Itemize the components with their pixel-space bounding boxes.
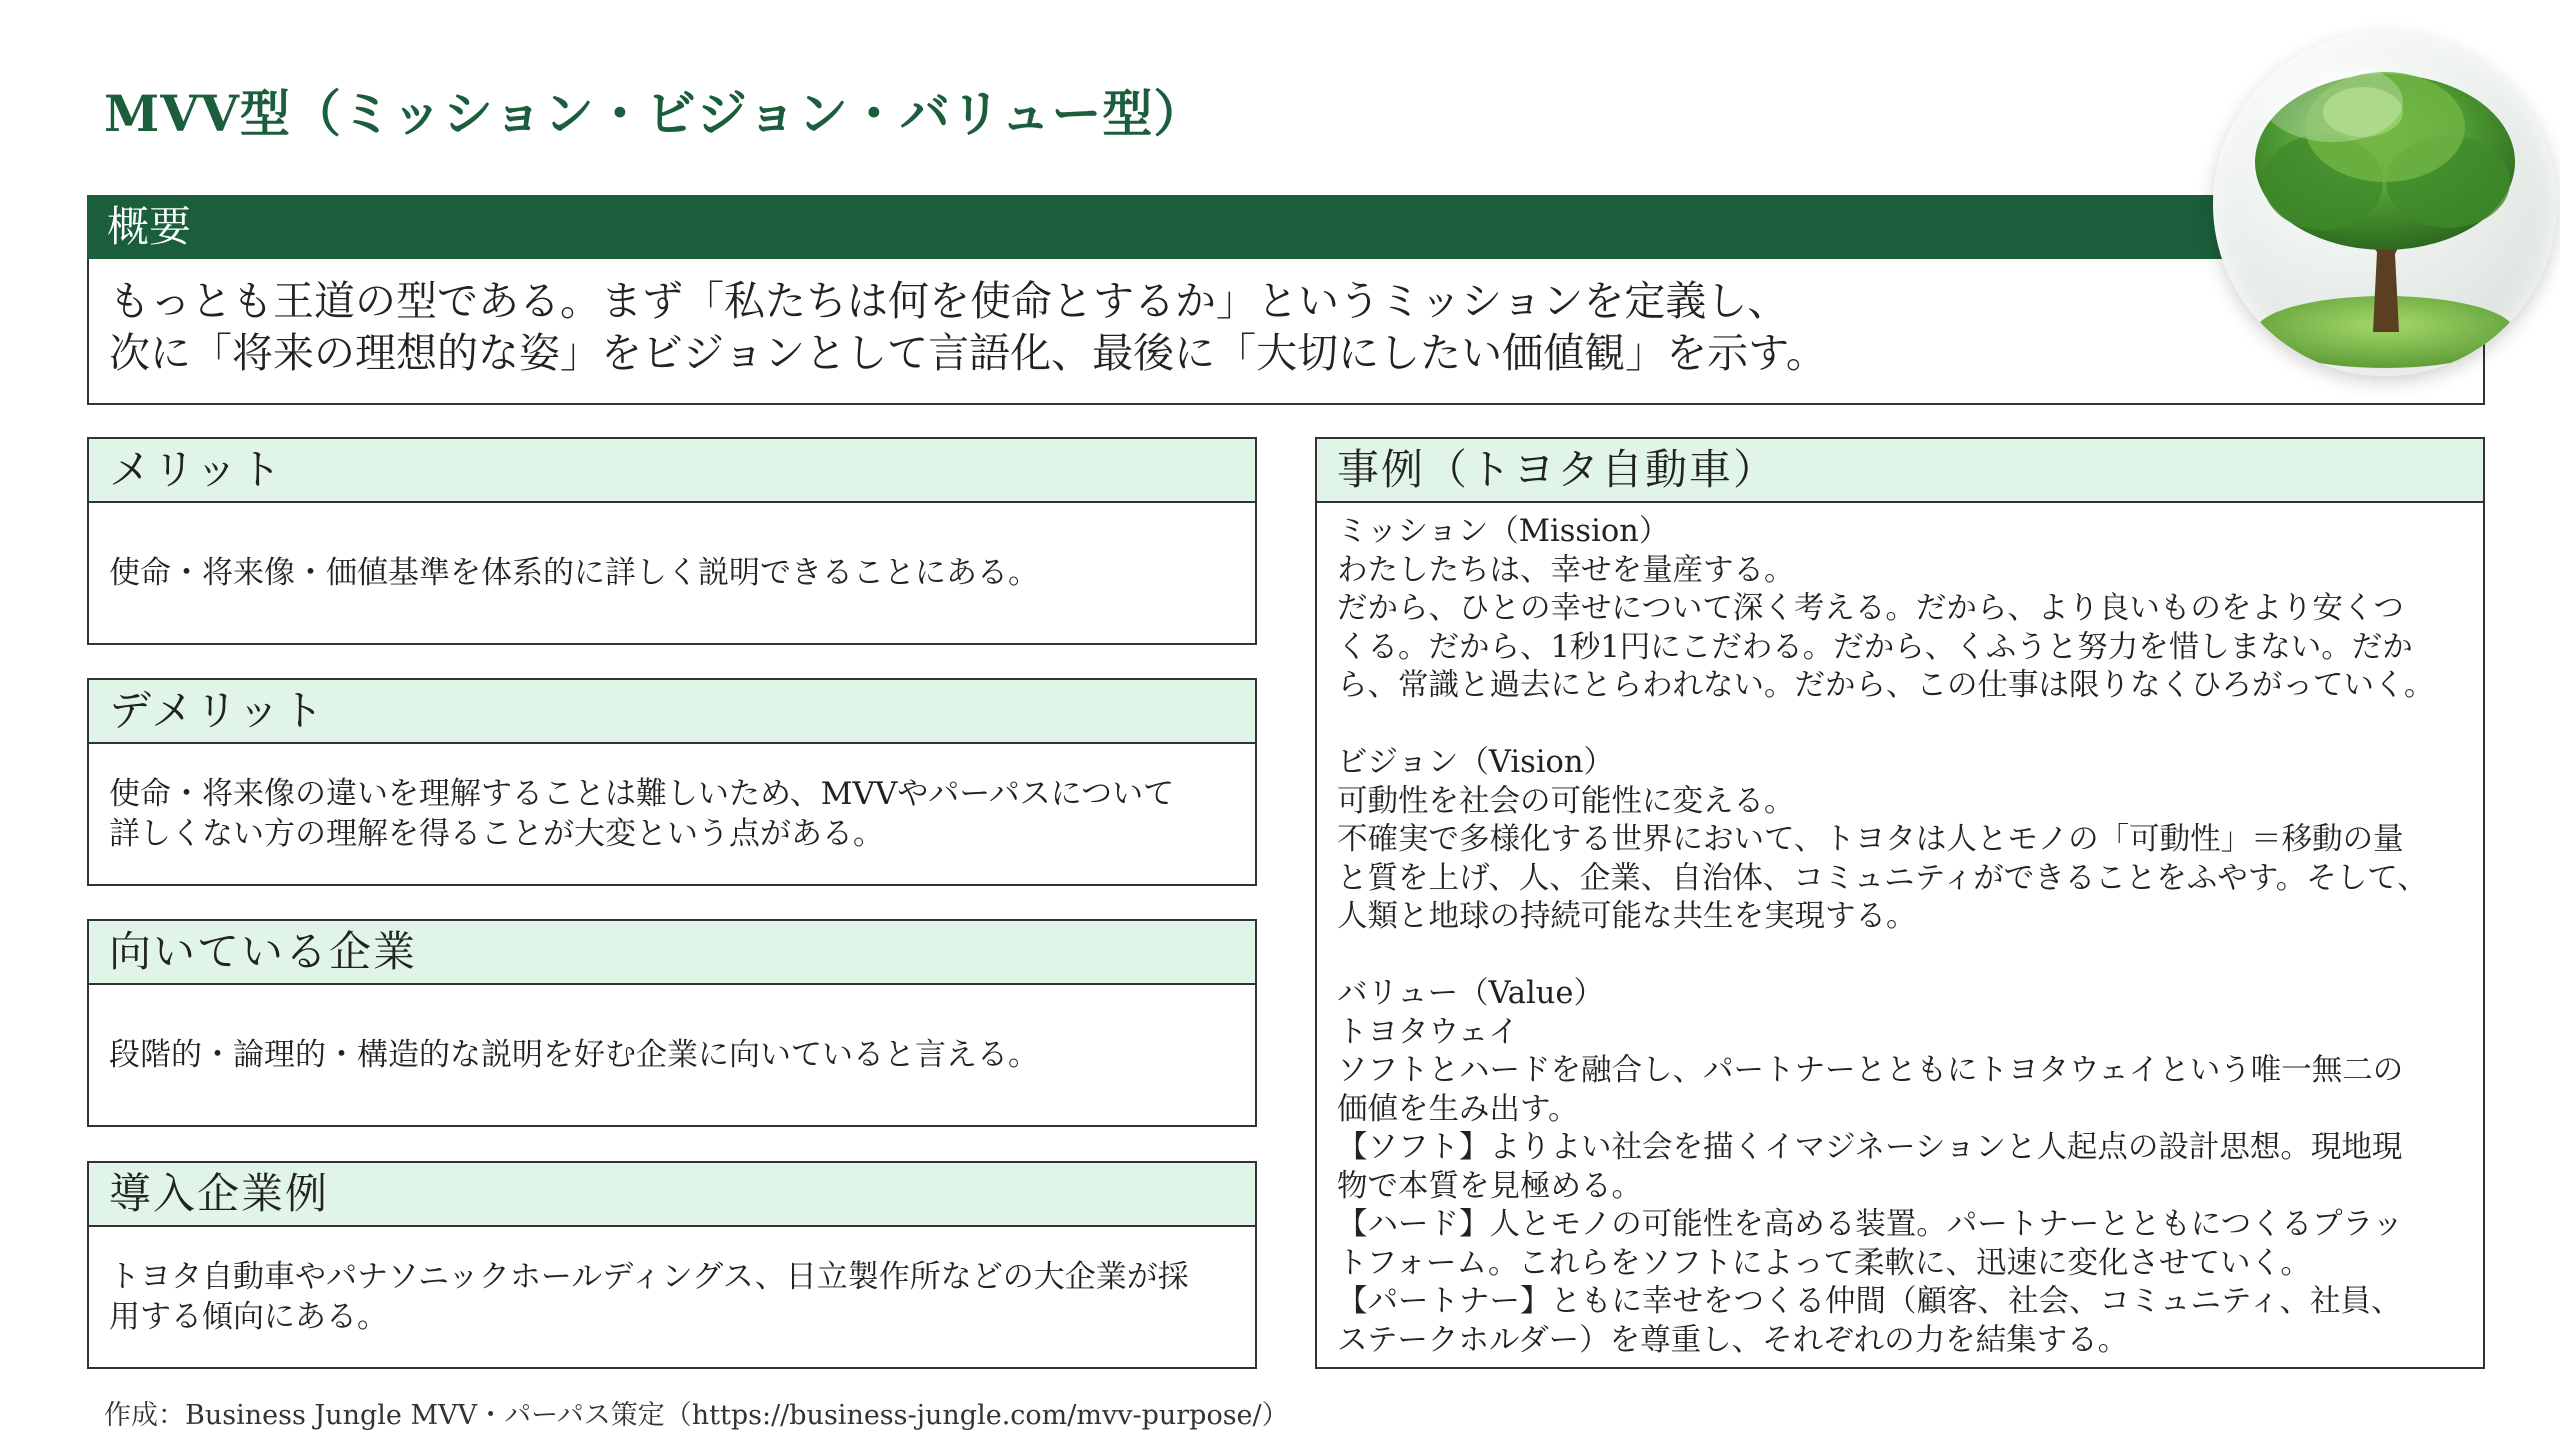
example-box — [1315, 437, 2485, 1369]
suited-box — [87, 919, 1257, 1127]
overview-line: もっとも王道の型である。まず「私たちは何を使命とするか」というミッションを定義し、 — [109, 277, 1789, 325]
overview-header: 概要 — [87, 195, 2485, 259]
tree-in-glass-sphere-icon — [2213, 32, 2557, 376]
value-title: バリュー（Value） — [1337, 976, 1604, 1011]
suited-line: 段階的・論理的・構造的な説明を好む企業に向いていると言える。 — [109, 1037, 1039, 1073]
adopters-body — [89, 1227, 1255, 1367]
vision-title: ビジョン（Vision） — [1337, 745, 1615, 780]
adopters-header: 導入企業例 — [89, 1163, 1255, 1227]
example-body — [1317, 503, 2483, 1360]
mission-line: わたしたちは、幸せを量産する。 — [1337, 552, 1795, 588]
merit-header: メリット — [89, 439, 1255, 503]
page-title: MVV型（ミッション・ビジョン・バリュー型） — [104, 84, 1205, 143]
overview-line: 次に「将来の理想的な姿」をビジョンとして言語化、最後に「大切にしたい価値観」を示す。 — [109, 329, 1827, 377]
vision-line: と質を上げ、人、企業、自治体、コミュニティができることをふやす。そして、 — [1337, 860, 2428, 896]
value-line: トフォーム。これらをソフトによって柔軟に、迅速に変化させていく。 — [1337, 1245, 2311, 1281]
mission-line: くる。だから、1秒1円にこだわる。だから、くふうと努力を惜しまない。だか — [1337, 629, 2413, 665]
mission-line: ら、常識と過去にとらわれない。だから、この仕事は限りなくひろがっていく。 — [1337, 668, 2435, 703]
merit-line: 使命・将来像・価値基準を体系的に詳しく説明できることにある。 — [109, 555, 1039, 591]
mission-title: ミッション（Mission） — [1337, 514, 1670, 549]
adopters-line: 用する傾向にある。 — [109, 1299, 388, 1335]
value-line: 【パートナー】ともに幸せをつくる仲間（顧客、社会、コミュニティ、社員、 — [1337, 1284, 2402, 1319]
value-line: 価値を生み出す。 — [1337, 1091, 1579, 1127]
value-line: ソフトとハードを融合し、パートナーとともにトヨタウェイという唯一無二の — [1337, 1053, 2404, 1088]
demerit-body — [89, 744, 1255, 884]
merit-body — [89, 503, 1255, 643]
merit-box — [87, 437, 1257, 645]
demerit-line: 使命・将来像の違いを理解することは難しいため、MVVやパーパスについて — [109, 776, 1175, 812]
adopters-box — [87, 1161, 1257, 1369]
suited-header: 向いている企業 — [89, 921, 1255, 985]
value-line: 【ソフト】よりよい社会を描くイマジネーションと人起点の設計思想。現地現 — [1337, 1130, 2403, 1165]
example-header: 事例（トヨタ自動車） — [1317, 439, 2483, 503]
overview-body — [87, 259, 2485, 405]
demerit-box — [87, 678, 1257, 886]
demerit-line: 詳しくない方の理解を得ることが大変という点がある。 — [109, 816, 884, 852]
suited-body — [89, 985, 1255, 1125]
demerit-header: デメリット — [89, 680, 1255, 744]
value-line: 物で本質を見極める。 — [1337, 1168, 1642, 1204]
value-line: トヨタウェイ — [1337, 1014, 1519, 1050]
value-line: 【ハード】人とモノの可能性を高める装置。パートナーとともにつくるプラッ — [1337, 1207, 2403, 1242]
adopters-line: トヨタ自動車やパナソニックホールディングス、日立製作所などの大企業が採 — [109, 1259, 1189, 1295]
vision-line: 不確実で多様化する世界において、トヨタは人とモノの「可動性」＝移動の量 — [1337, 822, 2404, 857]
mission-line: だから、ひとの幸せについて深く考える。だから、より良いものをより安くつ — [1337, 591, 2404, 626]
vision-line: 可動性を社会の可能性に変える。 — [1337, 783, 1795, 819]
vision-line: 人類と地球の持続可能な共生を実現する。 — [1337, 899, 1917, 934]
credit-text: 作成：Business Jungle MVV・パーパス策定（https://business-jungle.com/mvv-purpose/） — [104, 1400, 1289, 1431]
value-line: ステークホルダー）を尊重し、それぞれの力を結集する。 — [1337, 1322, 2129, 1358]
